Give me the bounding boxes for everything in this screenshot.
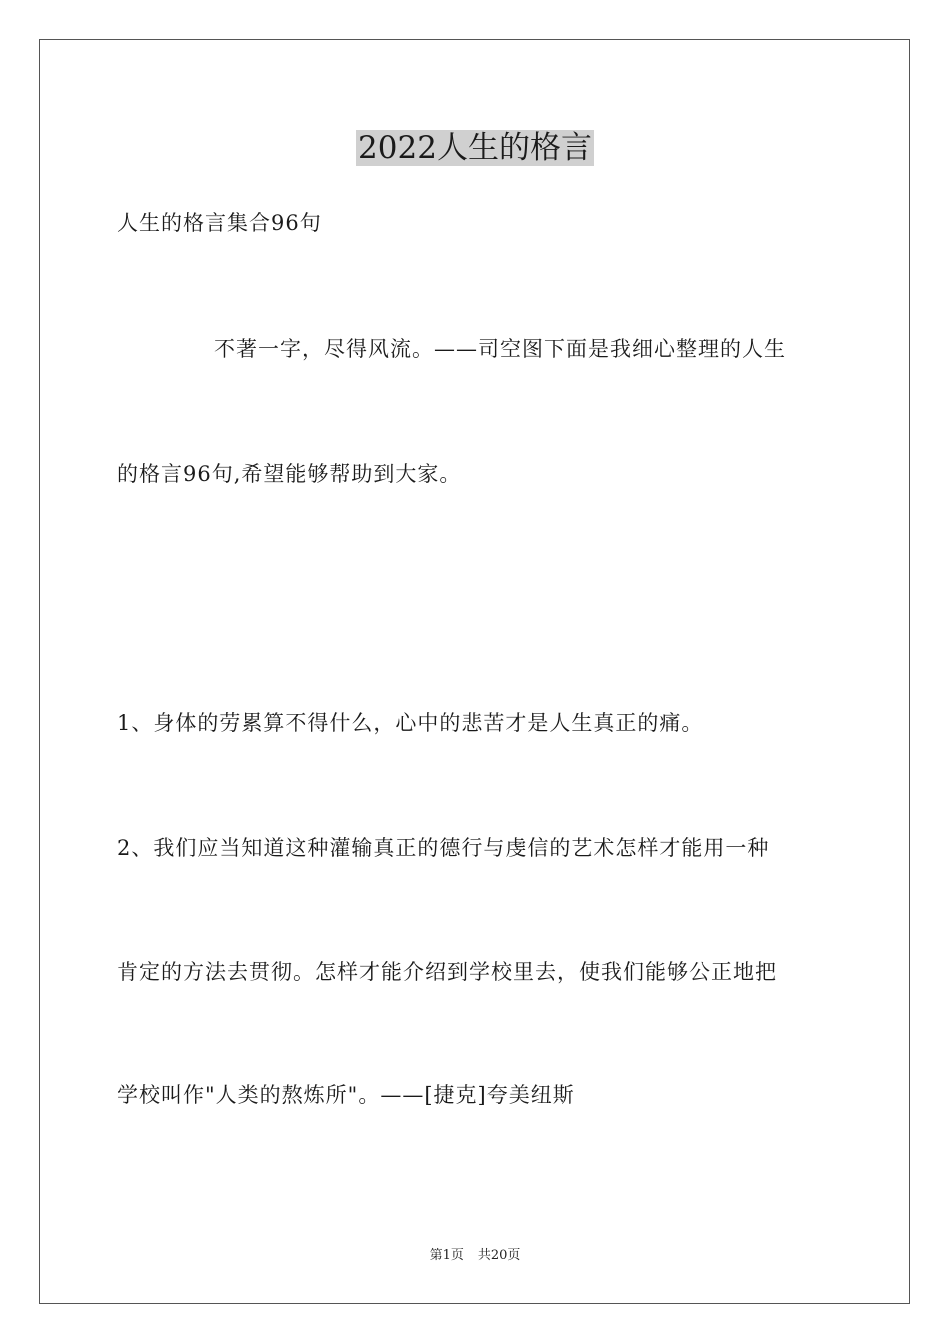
intro-paragraph-line-2: 的格言96句,希望能够帮助到大家。	[117, 462, 462, 486]
document-title-text: 2022人生的格言	[358, 130, 592, 166]
page-number-current: 第1页	[429, 1248, 464, 1263]
page-footer	[0, 1247, 950, 1265]
quote-item-2-line-3: 学校叫作"人类的熬炼所"。——[捷克]夸美纽斯	[117, 1083, 575, 1107]
quote-item-2-line-1: 2、我们应当知道这种灌输真正的德行与虔信的艺术怎样才能用一种	[117, 836, 770, 860]
document-title	[0, 126, 950, 170]
intro-paragraph-line-1: 不著一字，尽得风流。——司空图下面是我细心整理的人生	[214, 337, 786, 361]
quote-item-1: 1、身体的劳累算不得什么，心中的悲苦才是人生真正的痛。	[117, 711, 704, 735]
quote-item-2-line-2: 肯定的方法去贯彻。怎样才能介绍到学校里去，使我们能够公正地把	[117, 960, 777, 984]
document-subtitle: 人生的格言集合96句	[117, 211, 322, 235]
page-number-total: 共20页	[477, 1248, 521, 1263]
